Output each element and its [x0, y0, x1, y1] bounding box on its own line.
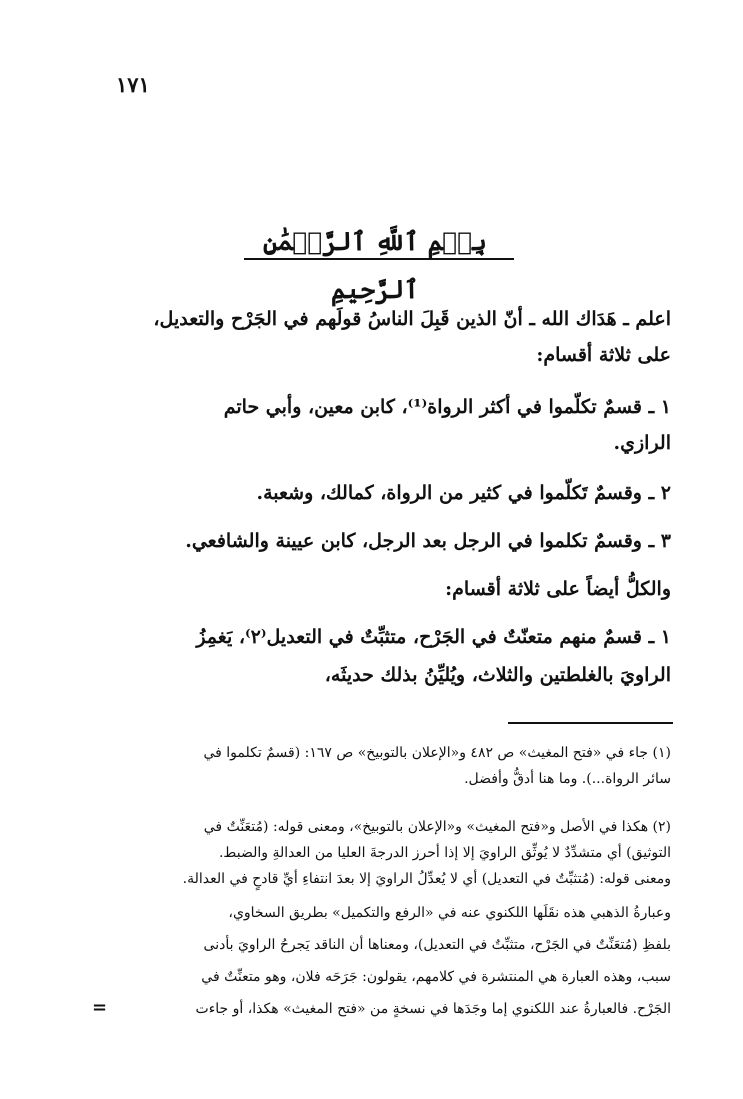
- footnote-2-line-7: الجَرْح. فالعبارةُ عند اللكنوي إما وجَدَها في نسخةٍ من «فتح المغيث» هكذا، أو جاءت: [195, 1001, 671, 1017]
- item-3: ٣ ـ وقسمٌ تكلموا في الرجل بعد الرجل، كابن عيينة والشافعي.: [185, 530, 671, 552]
- all-three-heading: والكلُّ أيضاً على ثلاثة أقسام:: [445, 578, 671, 600]
- sub-item-1-line-1: ١ ـ قسمٌ منهم متعنّتٌ في الجَرْح، متثبِّتٌ في التعديل⁽٢⁾، يَغمِزُ: [196, 626, 671, 648]
- continuation-mark: =: [92, 997, 108, 1018]
- item-1-line-1: ١ ـ قسمٌ تكلّموا في أكثر الرواة⁽¹⁾، كابن معين، وأبي حاتم: [223, 396, 671, 418]
- item-1-line-2: الرازي.: [613, 432, 671, 454]
- paragraph-intro-line-1: اعلم ـ هَدَاك الله ـ أنّ الذين قَبِلَ الناسُ قولَهم في الجَرْح والتعديل،: [153, 308, 671, 330]
- footnote-2-line-4: وعبارةُ الذهبي هذه نقَلَها اللكنوي عنه في «الرفع والتكميل» بطريق السخاوي،: [228, 905, 671, 921]
- basmala-text: بِسۡمِ ٱللَّهِ ٱلرَّحۡمَٰنِ ٱلرَّحِيمِ: [263, 227, 487, 304]
- paragraph-intro-line-2: على ثلاثة أقسام:: [536, 344, 671, 366]
- footnote-1-line-2: سائر الرواة...). وما هنا أدقُّ وأفضل.: [464, 771, 671, 787]
- footnote-1-line-1: (١) جاء في «فتح المغيث» ص ٤٨٢ و«الإعلان بالتوبيخ» ص ١٦٧: (قسمٌ تكلموا في: [203, 745, 671, 761]
- footnote-separator: [508, 722, 673, 724]
- footnote-2-line-5: بلفظِ (مُتعَنِّتٌ في الجَرْح، متثبِّتٌ في التعديل)، ومعناها أن الناقد يَجرحُ الراويَ بأدنى: [203, 937, 671, 953]
- footnote-2-line-6: سبب، وهذه العبارة هي المنتشرة في كلامهم، يقولون: جَرَحَه فلان، وهو متعنِّتٌ في: [201, 969, 671, 985]
- page-number: ١٧١: [116, 72, 150, 97]
- basmala-underline: [244, 258, 514, 260]
- basmala-heading: [230, 218, 520, 304]
- item-2: ٢ ـ وقسمٌ تَكلّموا في كثير من الرواة، كمالك، وشعبة.: [256, 482, 671, 504]
- sub-item-1-line-2: الراويَ بالغلطتين والثلاث، ويُليِّنُ بذلك حديثَه،: [324, 664, 671, 686]
- footnote-2-line-1: (٢) هكذا في الأصل و«فتح المغيث» و«الإعلان بالتوبيخ»، ومعنى قوله: (مُتعَنِّتٌ في: [203, 819, 671, 835]
- footnote-2-line-3: ومعنى قوله: (مُتثبِّتٌ في التعديل) أي لا يُعدِّلُ الراويَ إلا بعدَ انتفاءِ أيِّ قادحٍ في العدالة.: [182, 871, 671, 887]
- footnote-2-line-2: التوثيق) أي متشدِّدٌ لا يُوثِّق الراويَ إلا إذا أحرز الدرجةَ العليا من العدالةِ والضبط.: [218, 845, 671, 861]
